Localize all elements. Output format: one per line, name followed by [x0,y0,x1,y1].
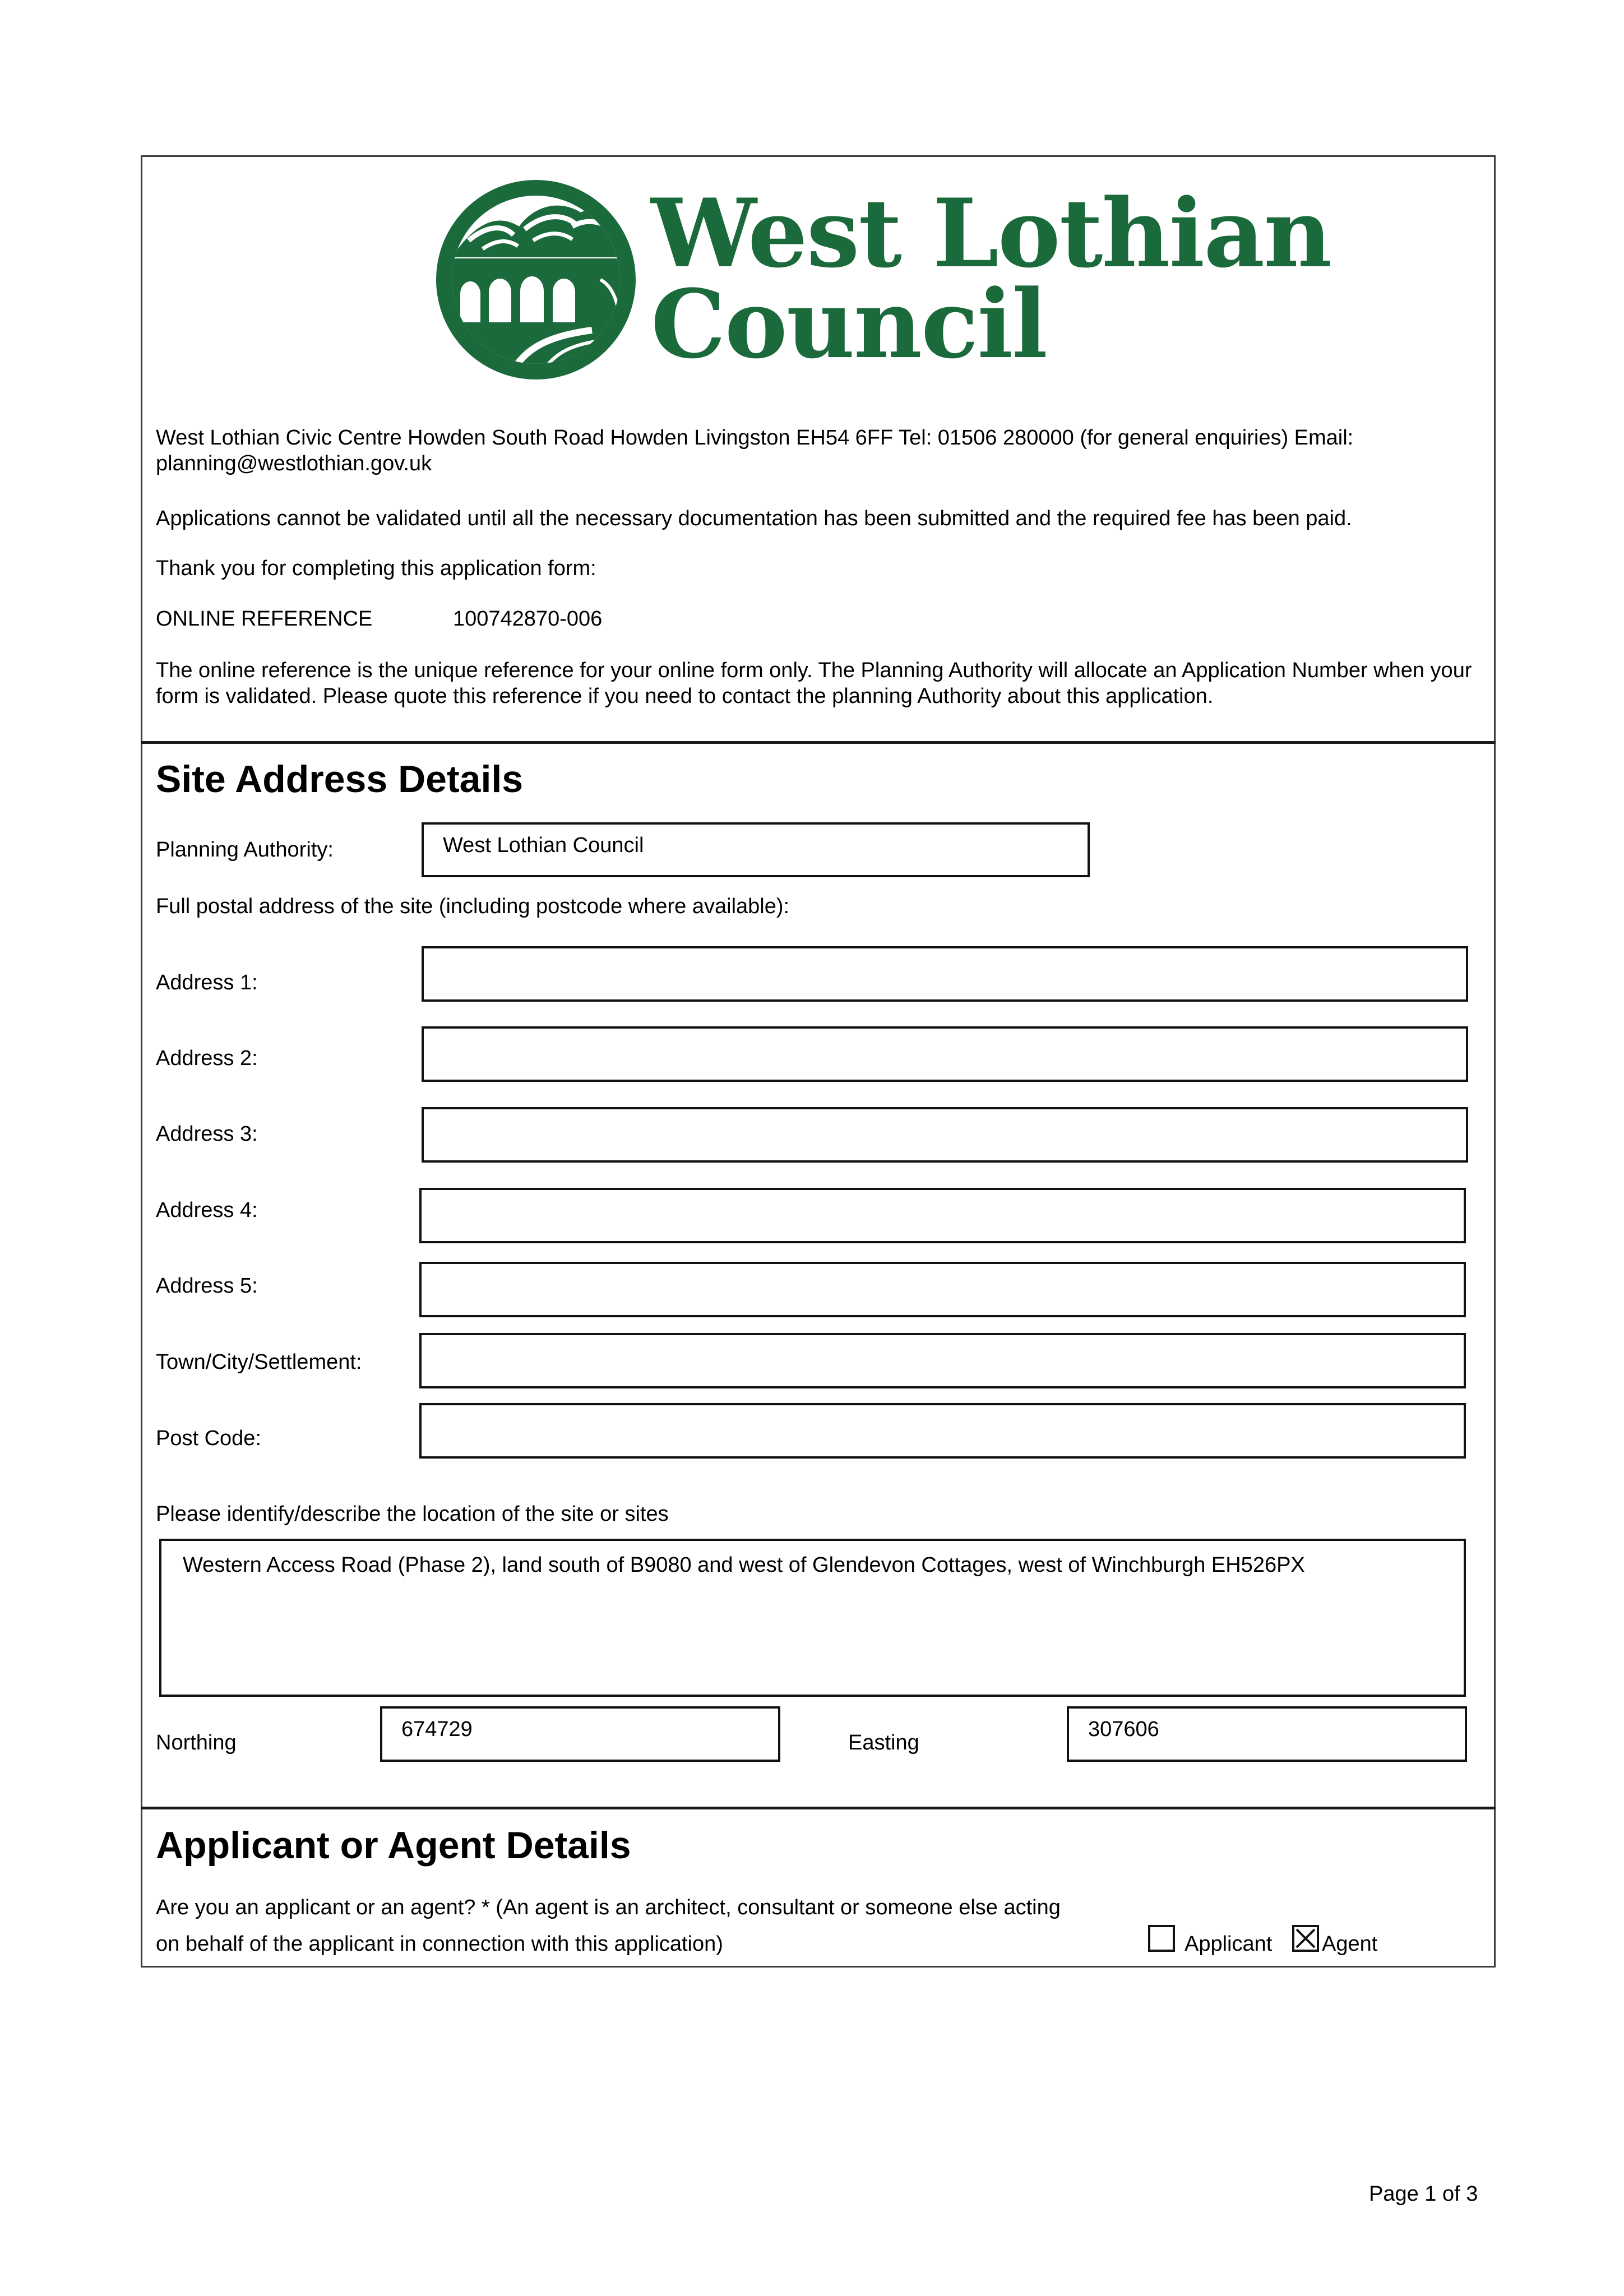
applicant-question-line2: on behalf of the applicant in connection with this application) [156,1932,723,1956]
validation-note: Applications cannot be validated until all the necessary documentation has been submitted and the required fee has been paid. [156,507,1352,530]
reference-note: The online reference is the unique reference for your online form only. The Planning Authority will allocate an Application Number when your form is validated. Please quote this reference if you need to contact the planning Authority about this application. [156,659,1472,708]
agent-option-label: Agent [1322,1932,1378,1956]
post-code-label: Post Code: [156,1427,261,1450]
applicant-question-line1: Are you an applicant or an agent? * (An agent is an architect, consultant or someone else acting [156,1896,1061,1919]
logo-text-line1: West Lothian [651,178,1331,289]
site-location-field[interactable]: Western Access Road (Phase 2), land south of B9080 and west of Glendevon Cottages, west of Winchburgh EH526PX [159,1539,1466,1697]
council-crest-icon [429,173,642,386]
address-3-label: Address 3: [156,1122,258,1146]
site-address-heading: Site Address Details [156,758,524,800]
section-divider [141,741,1496,744]
address-1-field[interactable] [422,946,1468,1002]
address-5-label: Address 5: [156,1274,258,1298]
easting-label: Easting [848,1731,919,1755]
address-4-field[interactable] [419,1188,1466,1243]
planning-authority-label: Planning Authority: [156,838,334,862]
checkbox-cross-icon [1294,1927,1317,1950]
address-3-field[interactable] [422,1107,1468,1163]
post-code-field[interactable] [419,1403,1466,1459]
planning-authority-field[interactable]: West Lothian Council [422,822,1090,877]
applicant-agent-heading: Applicant or Agent Details [156,1824,631,1867]
town-city-field[interactable] [419,1333,1466,1388]
logo-text-line2: Council [651,269,1047,379]
address-5-field[interactable] [419,1262,1466,1317]
applicant-option-label: Applicant [1185,1932,1273,1956]
address-2-field[interactable] [422,1026,1468,1082]
section-divider [141,1807,1496,1809]
applicant-checkbox[interactable] [1148,1925,1175,1952]
contact-details: West Lothian Civic Centre Howden South Road Howden Livingston EH54 6FF Tel: 01506 280000 (for general enquiries) Email: planning@westlothian.gov.uk [156,426,1354,475]
address-2-label: Address 2: [156,1047,258,1070]
online-reference-label: ONLINE REFERENCE [156,607,373,631]
agent-checkbox[interactable] [1292,1925,1319,1952]
northing-field[interactable]: 674729 [380,1706,780,1762]
page-number: Page 1 of 3 [1369,2182,1478,2206]
address-4-label: Address 4: [156,1198,258,1222]
address-1-label: Address 1: [156,971,258,994]
easting-field[interactable]: 307606 [1067,1706,1467,1762]
site-location-label: Please identify/describe the location of the site or sites [156,1502,669,1526]
thank-you-note: Thank you for completing this application form: [156,557,596,580]
postal-address-intro: Full postal address of the site (including postcode where available): [156,895,790,918]
online-reference-value: 100742870-006 [453,607,603,631]
council-logo [429,171,1331,388]
northing-label: Northing [156,1731,237,1755]
town-city-label: Town/City/Settlement: [156,1350,362,1374]
